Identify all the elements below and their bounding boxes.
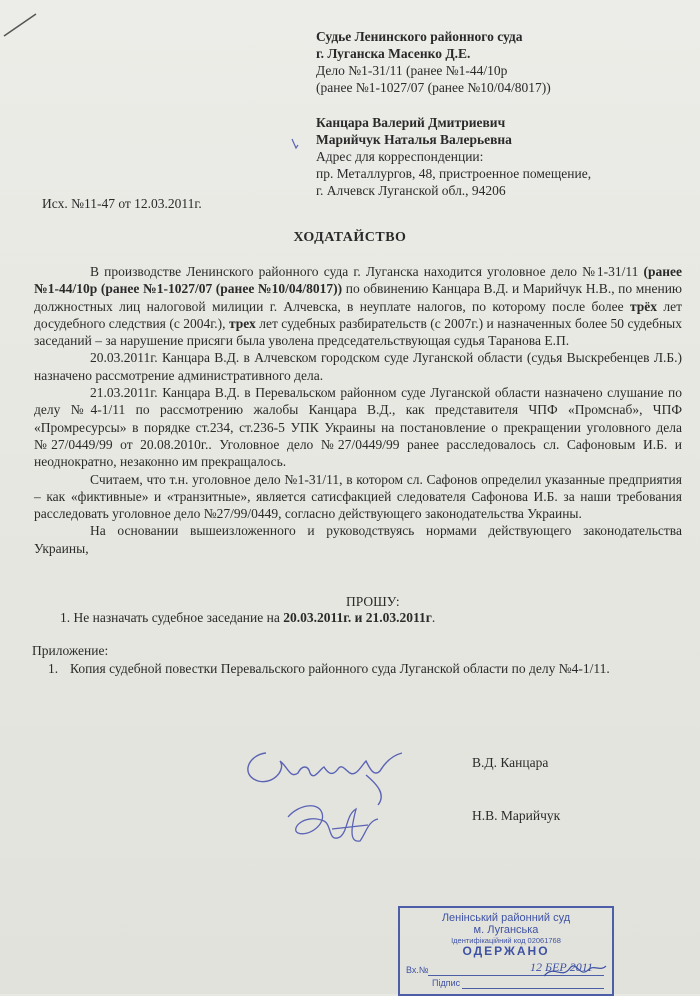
stamp-date: 12 БЕР 2011	[530, 960, 593, 974]
request-text: 1. Не назначать судебное заседание на	[60, 610, 284, 625]
sender-address-line: г. Алчевск Луганской обл., 94206	[316, 183, 506, 198]
stamp-signature-label: Підпис	[432, 978, 461, 988]
case-number-line: Дело №1-31/11 (ранее №1-44/10р	[316, 63, 508, 78]
paragraph: 20.03.2011г. Канцара В.Д. в Алчевском городском суде Луганской области (судья Выскребенцев Л.Б.) назначено рассмотрение административного дела.	[34, 350, 682, 383]
outgoing-number: Исх. №11-47 от 12.03.2011г.	[42, 196, 202, 211]
paragraph: На основании вышеизложенного и руководствуясь нормами действующего законодательства Украины,	[34, 523, 682, 556]
sender-name: Марийчук Наталья Валерьевна	[316, 132, 512, 147]
paragraph-text: лет досудебного следствия (с 2004г.),	[34, 298, 682, 331]
annex-item	[48, 660, 680, 677]
stamp-city: м. Луганська	[473, 924, 539, 936]
stamp-divider	[462, 988, 604, 989]
paragraph: Считаем, что т.н. уголовное дело №1-31/11, в котором сл. Сафонов определил указанные предприятия – как «фиктивные» и «транзитные», является сатисфакцией следователя Сафонова И.Б. за наши требования расследовать уголовное дело №27/99/0449, согласно действующего законодательства Украины.	[34, 471, 682, 522]
paragraph-text: В производстве Ленинского районного суда г. Луганска находится уголовное дело №1-31/11	[90, 264, 644, 279]
annex-number: 1.	[48, 661, 59, 676]
stamp-signature-scribble	[540, 954, 610, 984]
stamp-received-label: ОДЕРЖАНО	[462, 944, 550, 958]
document-body	[34, 263, 682, 557]
request-item	[60, 610, 435, 626]
sender-block	[316, 114, 591, 199]
pen-stroke-mark	[2, 8, 42, 38]
document-title: ХОДАТАЙСТВО	[293, 230, 407, 245]
addressee-line: Судье Ленинского районного суда	[316, 29, 523, 44]
sender-address-line: пр. Металлургов, 48, пристроенное помещение,	[316, 166, 592, 181]
paragraph-text: по обвинению Канцара В.Д. и Марийчук Н.В., по мнению должностных лиц налоговой милиции г. Алчевска, в неуплате налогов, по которому после более	[34, 281, 682, 314]
addressee-line: г. Луганска Масенко Д.Е.	[316, 46, 471, 61]
handwritten-signatures	[228, 725, 438, 865]
stamp-incoming-number-label: Вх.№	[406, 965, 429, 975]
paragraph-text-bold: трех	[228, 315, 256, 331]
paragraph-text-bold: трёх	[629, 298, 658, 314]
stamp-id-code: Ідентифікаційний код 02061768	[451, 936, 561, 945]
stamp-court-name: Ленінський районний суд	[441, 912, 571, 924]
annex-text: Копия судебной повестки Перевальского районного суда Луганской области по делу №4-1/11.	[70, 661, 610, 676]
sender-address-line: Адрес для корреспонденции:	[316, 149, 484, 164]
signatory-name: В.Д. Канцара	[472, 755, 549, 770]
request-heading: ПРОШУ:	[346, 594, 400, 609]
paragraph: 21.03.2011г. Канцара В.Д. в Перевальском районном суде Луганской области назначено слушание по делу №4-1/11 по рассмотрению жалобы Канцара В.Д., как представителя ЧПФ «Промснаб», ЧПФ «Промресурсы» в порядке ст.234, ст.236-5 УПК Украины на постановление о прекращении уголовного дела №27/0449/99 от 20.08.2010г.. Уголовное дело №27/0449/99 ранее расследовалось сл. Сафоновым И.Б. и неоднократно, незаконно им прекращалось.	[34, 385, 682, 470]
case-number-line: (ранее №1-1027/07 (ранее №10/04/8017))	[316, 80, 551, 95]
paragraph-text: лет судебных разбирательств (с 2007г.) и назначенных более 50 судебных заседаний – за нарушение присяги была уволена председательствующая судья Таранова Е.П.	[34, 315, 682, 349]
paragraph-text-bold: (ранее №1-44/10р (ранее №1-1027/07 (ранее №10/04/8017))	[34, 264, 682, 297]
handwritten-tick-mark	[290, 136, 304, 150]
request-dates: 20.03.2011г. и 21.03.2011г	[283, 610, 432, 625]
annex-heading: Приложение:	[32, 643, 109, 658]
addressee-block	[316, 28, 551, 96]
signatory-name: Н.В. Марийчук	[472, 808, 561, 823]
request-text: .	[431, 610, 436, 625]
paragraph	[34, 263, 682, 349]
sender-name: Канцара Валерий Дмитриевич	[316, 115, 506, 130]
